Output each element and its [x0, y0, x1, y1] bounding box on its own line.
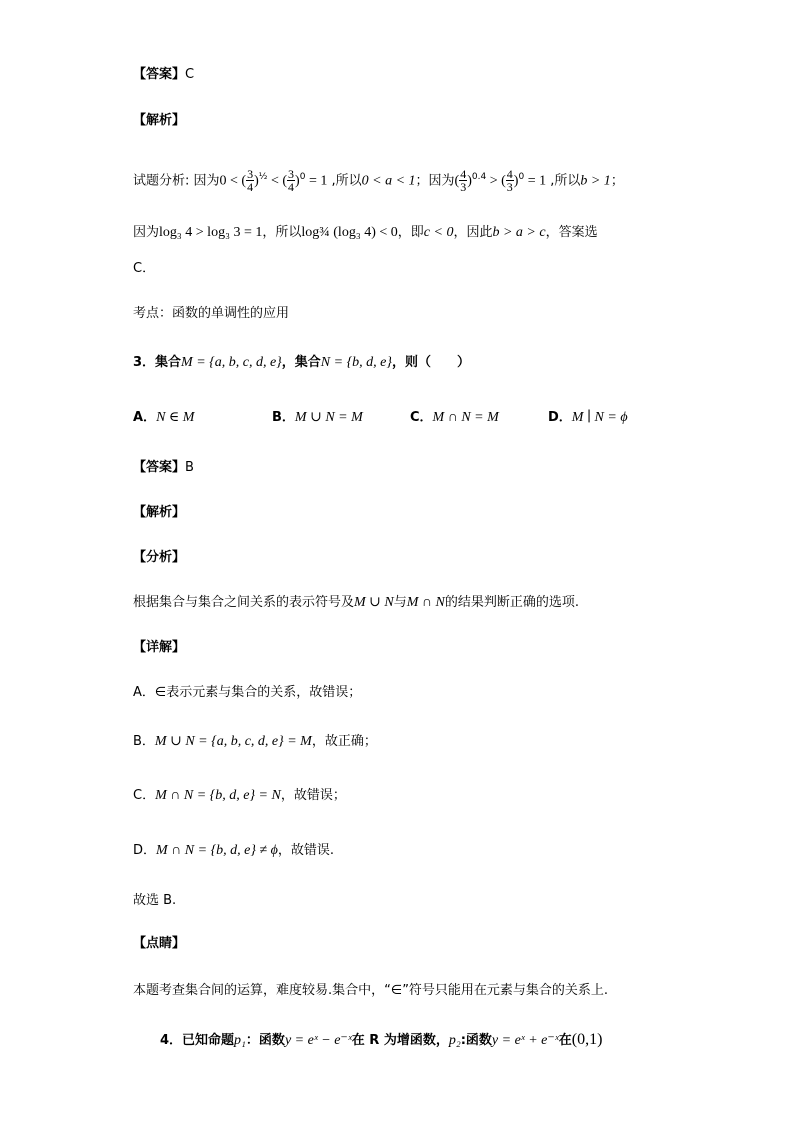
conclusion: 故选 B.	[133, 893, 177, 908]
option-letter: B．	[272, 410, 295, 425]
math: M ∪ N = {a, b, c, d, e} = M	[154, 734, 312, 749]
text: ,所以	[546, 173, 581, 189]
math: b > 1	[580, 173, 611, 189]
text: :函数	[460, 1033, 492, 1048]
exponent: ½	[258, 172, 268, 182]
frac-den: 4	[247, 180, 254, 195]
option-c	[410, 409, 499, 427]
math: y = eˣ + e⁻ˣ	[491, 1033, 559, 1048]
option-d	[548, 409, 628, 427]
text: ，故错误.	[277, 843, 335, 858]
math: M ∣ N = ϕ	[571, 410, 628, 425]
detail-a: A．∈表示元素与集合的关系，故错误；	[133, 685, 362, 700]
text: ，则（ ）	[392, 355, 471, 370]
text: 根据集合与集合之间关系的表示符号及	[133, 595, 355, 610]
text: ，所以	[262, 225, 302, 240]
text: ，因此	[453, 225, 493, 240]
math: M ∪ N = M	[294, 410, 363, 425]
dianjing-label: 【点睛】	[133, 936, 186, 951]
option-a	[133, 409, 194, 427]
answer-line-2	[133, 459, 194, 477]
detail-c	[133, 787, 346, 805]
text: 在 R 为增函数，	[351, 1033, 449, 1048]
option-letter: A．	[133, 410, 157, 425]
math: N ∈ M	[156, 410, 195, 425]
text: ，集合	[281, 355, 321, 370]
math: 0 < a < 1	[361, 173, 416, 189]
math: p₂	[448, 1033, 461, 1048]
math: (0,1)	[571, 1031, 603, 1048]
text: ；因为	[415, 173, 455, 189]
math: log₃ 4 > log₃ 3 = 1	[159, 225, 263, 240]
answer-label: 【答案】	[133, 460, 186, 475]
kaodian: 考点：函数的单调性的应用	[133, 306, 290, 321]
math: y = eˣ − e⁻ˣ	[284, 1033, 352, 1048]
fraction	[246, 168, 254, 193]
analysis-label-2: 【解析】	[133, 505, 186, 520]
math: M ∪ N	[354, 595, 394, 610]
exponent: 0.4	[471, 172, 487, 182]
fenxi-label: 【分析】	[133, 550, 186, 565]
math: M ∩ N = {b, d, e} = N	[155, 788, 281, 803]
math: M ∩ N	[406, 595, 445, 610]
frac-den: 4	[288, 180, 295, 195]
text: 与	[393, 595, 407, 610]
math: p₁	[234, 1033, 246, 1048]
answer-value: C	[185, 67, 195, 82]
answer-line-1	[133, 66, 194, 84]
text: ，答案选	[545, 225, 598, 240]
text: ：函数	[245, 1033, 285, 1048]
exponent: 0	[518, 172, 525, 182]
fenxi-text	[133, 594, 579, 612]
exponent: 0	[299, 172, 306, 182]
text: ，故错误；	[280, 788, 346, 803]
math: b > a > c	[492, 225, 546, 240]
answer-label: 【答案】	[133, 67, 186, 82]
math: (	[454, 173, 460, 189]
math: < (	[267, 173, 288, 189]
math: M ∩ N = M	[432, 410, 499, 425]
detail-d	[133, 842, 334, 860]
text: C．	[133, 788, 156, 803]
text: 试题分析: 因为	[133, 173, 220, 189]
text: ，即	[397, 225, 424, 240]
analysis-line-1: 试题分析: 因为0 < ( $\frac{3}{4}$ )$^{\frac{1}{2}}$ < ( $\frac{3}{4}$ )$^0$ = 1 ,所以0 < a < 1；因为( $\frac{4}{3}$ )$^{0.4}$ > ( $\frac{4}{3}$ )$^0$ = 1 ,所以b > 1；	[133, 167, 624, 195]
frac-num: 4	[460, 167, 467, 182]
fraction	[506, 168, 514, 193]
detail-b	[133, 733, 377, 751]
math: > (	[486, 173, 506, 189]
answer-value: B	[185, 460, 194, 475]
dianjing-text: 本题考查集合间的运算，难度较易.集合中，“∈”符号只能用在元素与集合的关系上.	[133, 983, 609, 998]
frac-num: 4	[506, 167, 513, 182]
text: ；	[610, 173, 624, 189]
analysis-line-3: C．	[133, 261, 156, 276]
math: 0 < (	[219, 173, 247, 189]
option-letter: C．	[410, 410, 433, 425]
text: D．	[133, 843, 157, 858]
option-b	[272, 409, 363, 427]
xiangjie-label: 【详解】	[133, 640, 186, 655]
math: M ∩ N = {b, d, e} ≠ ϕ	[156, 843, 278, 858]
text: B．	[133, 734, 155, 749]
text: 3．集合	[133, 355, 182, 370]
question-4-stem	[160, 1031, 602, 1050]
math: log¾ (log₃ 4) < 0	[301, 225, 398, 240]
math: N = {b, d, e}	[320, 355, 392, 370]
text: 在	[558, 1033, 572, 1048]
analysis-line-2	[133, 224, 598, 242]
math: = 1	[305, 173, 328, 189]
option-letter: D．	[548, 410, 572, 425]
math: c < 0	[423, 225, 454, 240]
text: 的结果判断正确的选项.	[444, 595, 580, 610]
text: 因为	[133, 225, 160, 240]
text: 4．已知命题	[160, 1033, 235, 1048]
fraction	[287, 168, 295, 193]
frac-den: 3	[460, 180, 467, 195]
frac-den: 3	[506, 180, 513, 195]
math: M = {a, b, c, d, e}	[181, 355, 282, 370]
frac-num: 3	[288, 167, 295, 182]
text: ，故正确；	[311, 734, 377, 749]
frac-num: 3	[247, 167, 254, 182]
math: = 1	[524, 173, 547, 189]
text: ,所以	[327, 173, 362, 189]
analysis-label: 【解析】	[133, 113, 186, 128]
question-3-stem	[133, 354, 470, 372]
